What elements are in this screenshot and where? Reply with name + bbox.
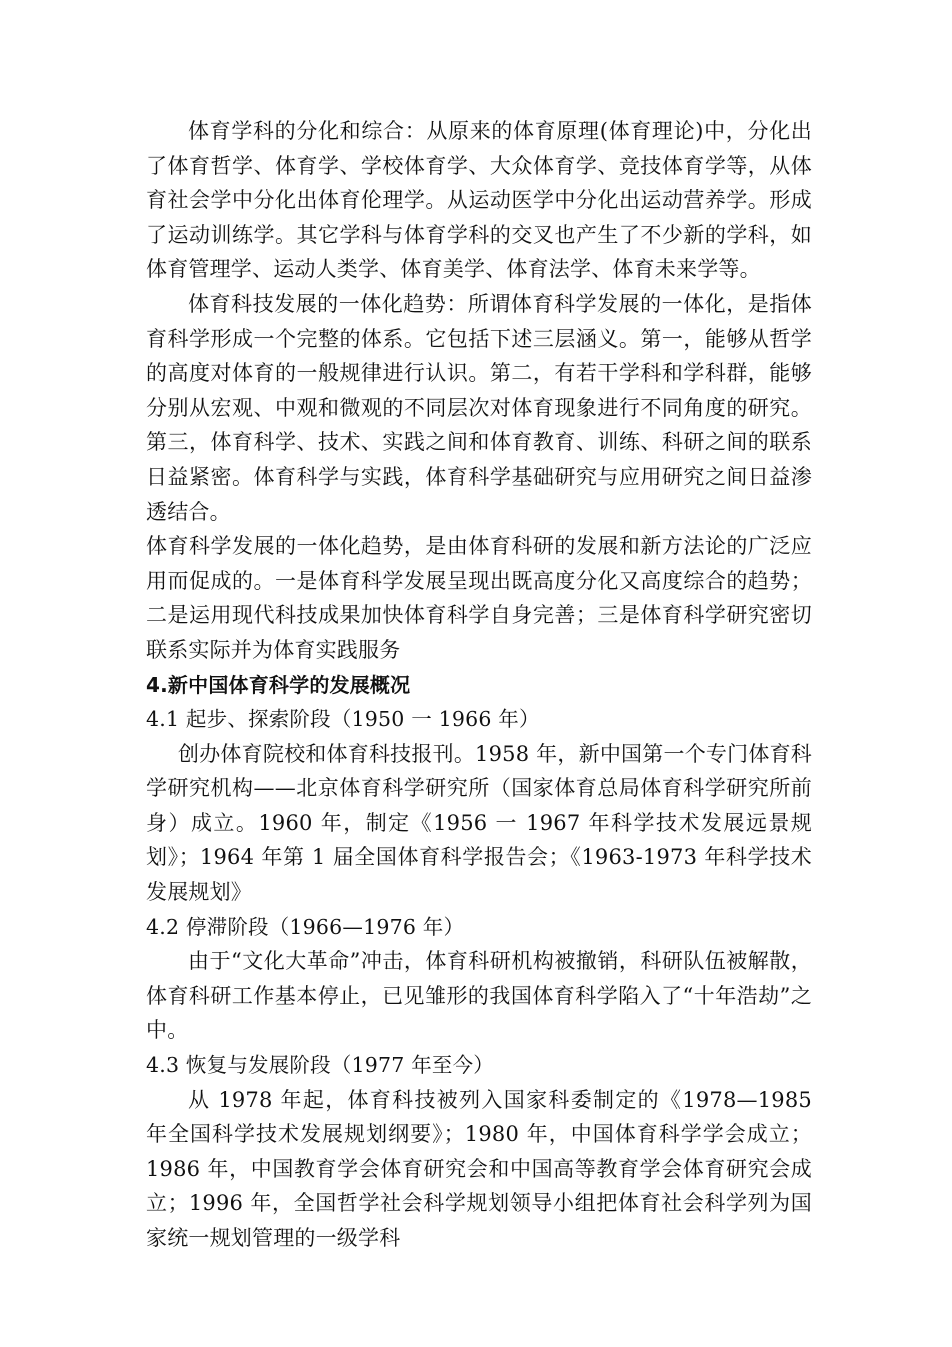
subsection-heading-4-1: 4.1 起步、探索阶段（1950 一 1966 年） (146, 707, 540, 732)
paragraph-integration-trend: 体育科技发展的一体化趋势：所谓体育科学发展的一体化，是指体育科学形成一个完整的体系。它包括下述三层涵义。第一，能够从哲学的高度对体育的一般规律进行认识。第二，有若干学科和学科群，能够分别从宏观、中观和微观的不同层次对体育现象进行不同角度的研究。第三，体育科学、技术、实践之间和体育教育、训练、科研之间的联系日益紧密。体育科学与实践，体育科学基础研究与应用研究之间日益渗透结合。 (146, 291, 812, 524)
section-heading-4: 4.新中国体育科学的发展概况 (146, 672, 411, 697)
document-body (146, 114, 812, 1256)
paragraph-integration-causes: 体育科学发展的一体化趋势，是由体育科研的发展和新方法论的广泛应用而促成的。一是体育科学发展呈现出既高度分化又高度综合的趋势；二是运用现代科技成果加快体育科学自身完善；三是体育科学研究密切联系实际并为体育实践服务 (146, 534, 812, 662)
subsection-heading-4-3: 4.3 恢复与发展阶段（1977 年至今） (146, 1053, 495, 1078)
subsection-heading-4-2: 4.2 停滞阶段（1966—1976 年） (146, 914, 465, 939)
paragraph-4-3: 从 1978 年起，体育科技被列入国家科委制定的《1978—1985 年全国科学技术发展规划纲要》；1980 年，中国体育科学学会成立；1986 年，中国教育学会体育研究会和中国高等教育学会体育研究会成立；1996 年，全国哲学社会科学规划领导小组把体育社会科学列为国家统一规划管理的一级学科 (146, 1087, 812, 1250)
paragraph-4-1: 创办体育院校和体育科技报刊。1958 年，新中国第一个专门体育科学研究机构——北京体育科学研究所（国家体育总局体育科学研究所前身）成立。1960 年，制定《1956 一 1967 年科学技术发展远景规划》；1964 年第 1 届全国体育科学报告会；《1963-1973 年科学技术发展规划》 (146, 741, 812, 905)
paragraph-differentiation: 体育学科的分化和综合：从原来的体育原理(体育理论)中，分化出了体育哲学、体育学、学校体育学、大众体育学、竞技体育学等，从体育社会学中分化出体育伦理学。从运动医学中分化出运动营养学。形成了运动训练学。其它学科与体育学科的交叉也产生了不少新的学科，如体育管理学、运动人类学、体育美学、体育法学、体育未来学等。 (146, 119, 812, 282)
paragraph-4-2: 由于“文化大革命”冲击，体育科研机构被撤销，科研队伍被解散，体育科研工作基本停止，已见雏形的我国体育科学陷入了“十年浩劫”之中。 (146, 949, 812, 1043)
